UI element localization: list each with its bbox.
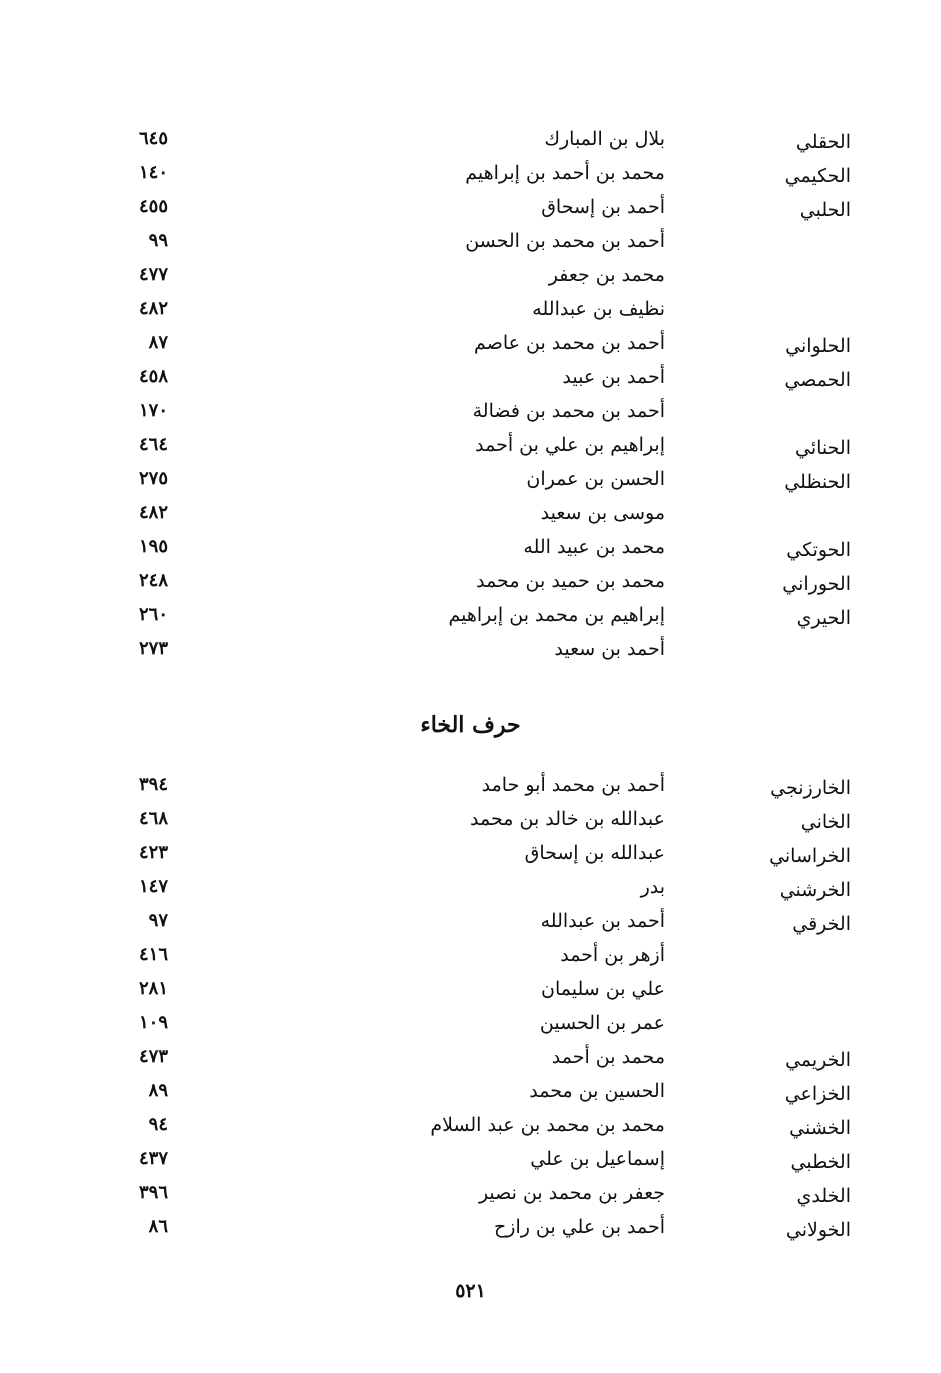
index-row [0,604,941,638]
person-name: محمد بن جعفر [548,264,665,286]
page-number: ٢٧٥ [138,468,168,489]
nisba: الخريمي [785,1049,851,1071]
person-name: إسماعيل بن علي [530,1148,665,1170]
page-number: ١٤٧ [138,876,168,897]
nisba: الحقلي [795,131,851,153]
page-number: ١٧٠ [138,400,168,421]
person-name: إبراهيم بن محمد بن إبراهيم [448,604,665,626]
person-name: أحمد بن سعيد [554,638,665,660]
page-number: ٦٤٥ [138,128,168,149]
nisba: الحكيمي [784,165,851,187]
index-row [0,298,941,332]
person-name: أحمد بن محمد بن فضالة [472,400,665,422]
page-number: ٤٥٨ [138,366,168,387]
nisba: الحنائي [795,437,851,459]
person-name: موسى بن سعيد [540,502,665,524]
person-name: أحمد بن علي بن رازح [494,1216,665,1238]
person-name: محمد بن أحمد بن إبراهيم [465,162,665,184]
index-row [0,502,941,536]
nisba: الحمصي [784,369,851,391]
person-name: أحمد بن محمد بن عاصم [474,332,665,354]
page-number: ٤١٦ [138,944,168,965]
index-row [0,570,941,604]
nisba: الخرقي [792,913,851,935]
page-number: ٤٦٤ [138,434,168,455]
person-name: جعفر بن محمد بن نصير [478,1182,665,1204]
page-number: ٢٦٠ [138,604,168,625]
index-row [0,978,941,1012]
index-row [0,842,941,876]
index-row [0,876,941,910]
person-name: محمد بن أحمد [551,1046,665,1068]
page-number: ١٠٩ [138,1012,168,1033]
nisba: الحيري [796,607,851,629]
page-number: ٤٧٧ [138,264,168,285]
person-name: محمد بن عبيد الله [523,536,665,558]
person-name: عبدالله بن خالد بن محمد [470,808,665,830]
nisba: الخزاعي [784,1083,851,1105]
nisba: الخارزنجي [770,777,851,799]
nisba: الحنظلي [784,471,851,493]
index-row [0,1148,941,1182]
nisba: الحوتكي [786,539,851,561]
index-row [0,366,941,400]
page-number: ٤٨٢ [138,298,168,319]
nisba: الحلبي [799,199,851,221]
index-row [0,1182,941,1216]
person-name: أحمد بن عبدالله [540,910,665,932]
page-number: ٤٧٣ [138,1046,168,1067]
page-number: ٨٦ [148,1216,168,1237]
person-name: الحسين بن محمد [529,1080,665,1102]
index-row [0,1216,941,1250]
page-number: ٩٩ [148,230,168,251]
nisba: الخاني [800,811,851,833]
page-number: ١٤٠ [138,162,168,183]
index-row [0,264,941,298]
page-number: ٢٧٣ [138,638,168,659]
index-row [0,400,941,434]
page-number: ٣٩٦ [138,1182,168,1203]
index-row [0,1080,941,1114]
page-number: ٨٩ [148,1080,168,1101]
person-name: إبراهيم بن علي بن أحمد [475,434,665,456]
person-name: عبدالله بن إسحاق [524,842,665,864]
index-row [0,1114,941,1148]
person-name: علي بن سليمان [541,978,665,1000]
person-name: محمد بن محمد بن عبد السلام [430,1114,665,1136]
page-number: ٩٤ [148,1114,168,1135]
page-number: ٢٨١ [138,978,168,999]
person-name: أحمد بن محمد أبو حامد [481,774,665,796]
page-number: ١٩٥ [138,536,168,557]
index-row [0,1046,941,1080]
index-table-ha [0,128,941,672]
nisba: الحوراني [782,573,851,595]
index-row [0,128,941,162]
nisba: الخرشني [779,879,851,901]
person-name: أحمد بن إسحاق [541,196,665,218]
index-row [0,230,941,264]
page-number: ٤٨٢ [138,502,168,523]
person-name: محمد بن حميد بن محمد [476,570,665,592]
nisba: الحلواني [785,335,851,357]
index-row [0,910,941,944]
index-row [0,434,941,468]
index-table-kha [0,774,941,1250]
person-name: أزهر بن أحمد [560,944,665,966]
page-number: ٤٣٧ [138,1148,168,1169]
index-row [0,638,941,672]
page-folio: ٥٢١ [455,1280,486,1302]
index-row [0,196,941,230]
page-number: ٣٩٤ [138,774,168,795]
person-name: أحمد بن محمد بن الحسن [465,230,665,252]
section-heading: حرف الخاء [420,712,521,738]
index-row [0,162,941,196]
nisba: الخراساني [769,845,851,867]
index-row [0,944,941,978]
page-number: ٢٤٨ [138,570,168,591]
index-row [0,332,941,366]
index-row [0,468,941,502]
page-number: ٤٢٣ [138,842,168,863]
person-name: بدر [640,876,665,898]
person-name: الحسن بن عمران [526,468,665,490]
nisba: الخطبي [790,1151,851,1173]
page-number: ٤٥٥ [138,196,168,217]
page-number: ٤٦٨ [138,808,168,829]
nisba: الخشني [789,1117,851,1139]
page-number: ٨٧ [148,332,168,353]
index-row [0,536,941,570]
index-row [0,808,941,842]
index-row [0,1012,941,1046]
index-row [0,774,941,808]
page-number: ٩٧ [148,910,168,931]
person-name: نظيف بن عبدالله [532,298,665,320]
nisba: الخولاني [785,1219,851,1241]
person-name: بلال بن المبارك [544,128,665,150]
person-name: أحمد بن عبيد [562,366,665,388]
person-name: عمر بن الحسين [539,1012,665,1034]
nisba: الخلدي [796,1185,851,1207]
